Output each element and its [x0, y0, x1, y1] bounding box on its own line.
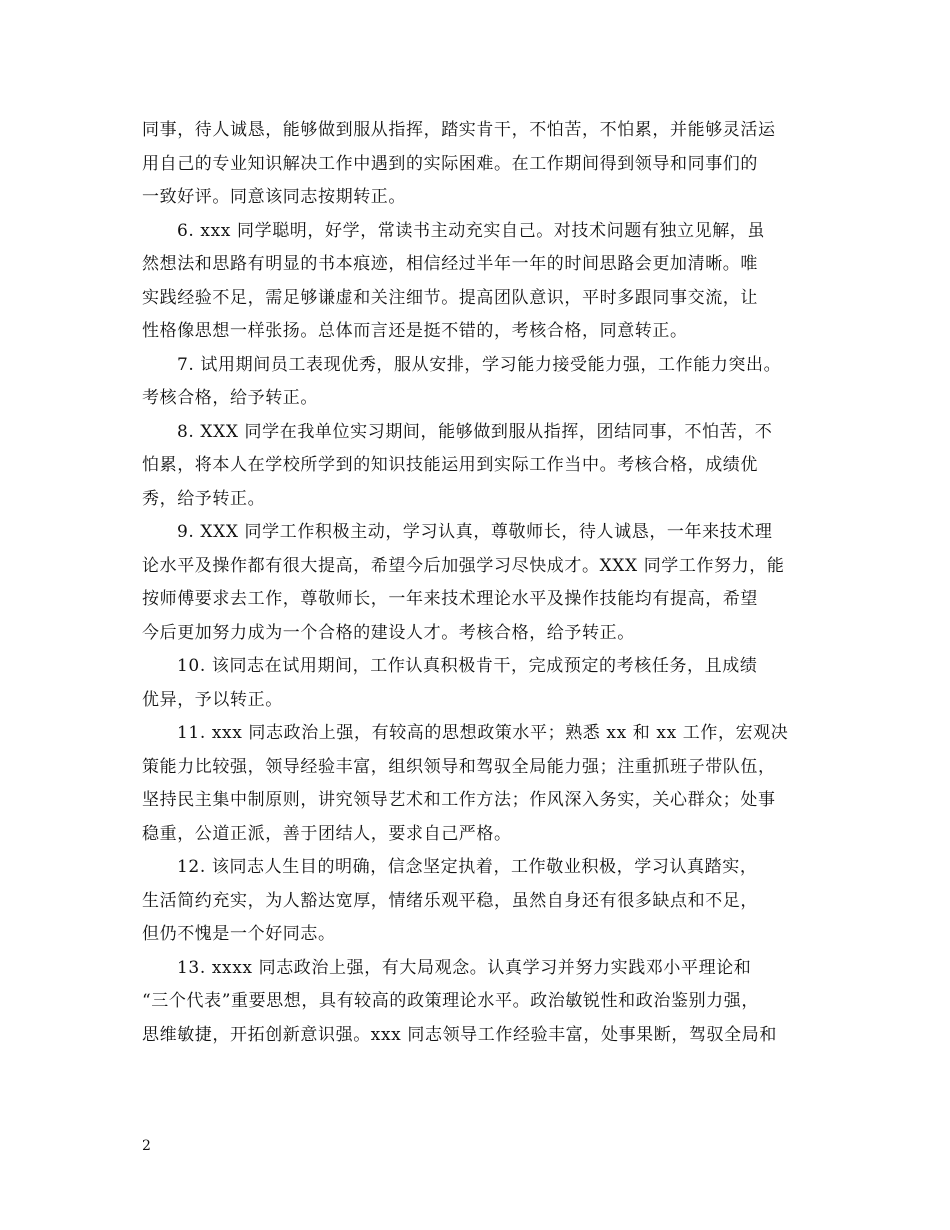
text-line: 12. 该同志人生目的明确，信念坚定执着，工作敬业积极，学习认真踏实， — [177, 857, 758, 877]
document-body — [142, 114, 814, 1052]
text-line: 一致好评。同意该同志按期转正。 — [142, 187, 406, 207]
text-line: 生活简约充实，为人豁达宽厚，情绪乐观平稳，虽然自身还有很多缺点和不足， — [142, 890, 758, 911]
text-line: 稳重，公道正派，善于团结人，要求自己严格。 — [142, 823, 512, 844]
text-line: 论水平及操作都有很大提高，希望今后加强学习尽快成才。XXX 同学工作努力，能 — [142, 555, 785, 576]
text-line: 11. xxx 同志政治上强，有较高的思想政策水平；熟悉 xx 和 xx 工作，宏观决 — [177, 723, 789, 743]
text-line: 考核合格，给予转正。 — [142, 388, 318, 408]
text-line: 坚持民主集中制原则，讲究领导艺术和工作方法；作风深入务实，关心群众；处事 — [142, 790, 776, 810]
page-number: 2 — [142, 1138, 151, 1154]
text-line: 但仍不愧是一个好同志。 — [142, 924, 336, 944]
text-line: 10. 该同志在试用期间，工作认真积极肯干，完成预定的考核任务，且成绩 — [177, 656, 758, 676]
text-line: 6. xxx 同学聪明，好学，常读书主动充实自己。对技术问题有独立见解，虽 — [177, 220, 765, 241]
text-line: 怕累，将本人在学校所学到的知识技能运用到实际工作当中。考核合格，成绩优 — [142, 455, 758, 475]
text-line: 7. 试用期间员工表现优秀，服从安排，学习能力接受能力强，工作能力突出。 — [177, 354, 782, 375]
text-line: 性格像思想一样张扬。总体而言还是挺不错的，考核合格，同意转正。 — [142, 321, 688, 341]
text-line: 9. XXX 同学工作积极主动，学习认真，尊敬师长，待人诚恳，一年来技术理 — [177, 522, 773, 542]
text-line: “三个代表”重要思想，具有较高的政策理论水平。政治敏锐性和政治鉴别力强， — [142, 991, 759, 1011]
text-line: 实践经验不足，需足够谦虚和关注细节。提高团队意识，平时多跟同事交流，让 — [142, 287, 758, 308]
text-line: 思维敏捷，开拓创新意识强。xxx 同志领导工作经验丰富，处事果断，驾驭全局和 — [142, 1024, 777, 1045]
text-line: 同事，待人诚恳，能够做到服从指挥，踏实肯干，不怕苦，不怕累，并能够灵活运 — [142, 120, 776, 140]
text-line: 8. XXX 同学在我单位实习期间，能够做到服从指挥，团结同事，不怕苦，不 — [177, 421, 773, 442]
text-line: 13. xxxx 同志政治上强，有大局观念。认真学习并努力实践邓小平理论和 — [177, 957, 752, 978]
text-line: 策能力比较强，领导经验丰富，组织领导和驾驭全局能力强；注重抓班子带队伍， — [142, 756, 776, 777]
text-line: 用自己的专业知识解决工作中遇到的实际困难。在工作期间得到领导和同事们的 — [142, 153, 758, 174]
text-line: 秀，给予转正。 — [142, 488, 266, 509]
text-line: 然想法和思路有明显的书本痕迹，相信经过半年一年的时间思路会更加清晰。唯 — [142, 254, 758, 274]
text-line: 优异，予以转正。 — [142, 689, 283, 710]
text-line: 今后更加努力成为一个合格的建设人才。考核合格，给予转正。 — [142, 622, 635, 643]
text-line: 按师傅要求去工作，尊敬师长，一年来技术理论水平及操作技能均有提高，希望 — [142, 589, 758, 609]
